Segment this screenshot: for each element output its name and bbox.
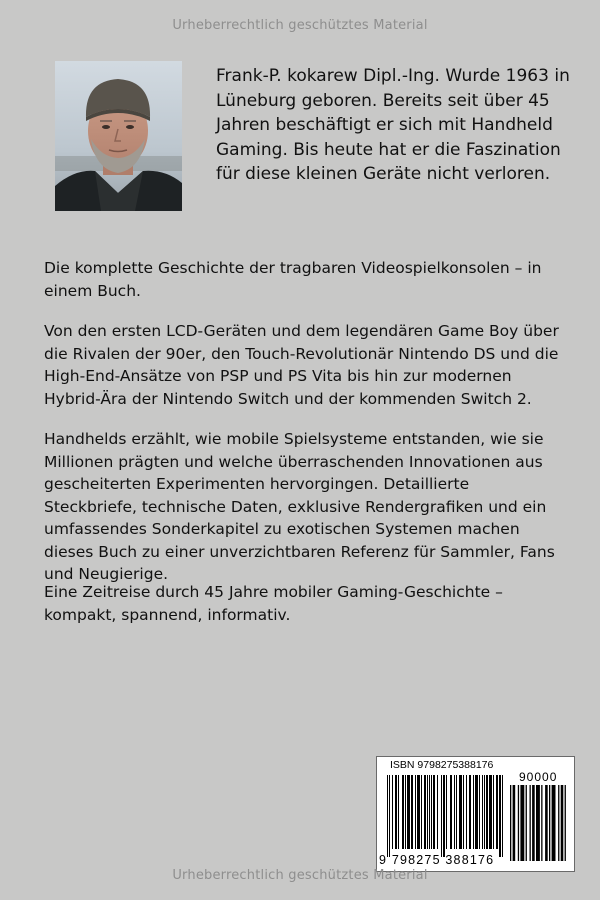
barcode-bar (541, 785, 542, 861)
barcode-bar (454, 775, 455, 849)
barcode-bar (475, 775, 478, 849)
barcode-bar (532, 785, 535, 861)
barcode-bar (518, 785, 519, 861)
barcode-bar (407, 775, 410, 849)
barcode-bar (526, 785, 527, 861)
copyright-watermark-bottom: Urheberrechtlich geschütztes Material (172, 868, 428, 883)
barcode-bar (405, 775, 406, 849)
barcode-bar (565, 785, 566, 861)
barcode-bar (443, 775, 445, 857)
isbn-label: ISBN 9798275388176 (390, 759, 494, 771)
barcode-bar (450, 775, 452, 849)
barcode-bar (427, 775, 428, 849)
barcode-bar (530, 785, 531, 861)
barcode-bar (499, 775, 501, 857)
barcode-bar (402, 775, 404, 849)
barcode-bar (441, 775, 442, 857)
barcode-bar (459, 775, 462, 849)
barcode-bar (561, 785, 564, 861)
barcode-bar (424, 775, 426, 849)
barcode-bar (411, 775, 413, 849)
barcode-bar (463, 775, 464, 849)
barcode-bar (510, 785, 511, 861)
barcode-bar (473, 775, 474, 849)
copyright-watermark-top: Urheberrechtlich geschütztes Material (172, 18, 428, 33)
barcode-bar (482, 775, 483, 849)
barcode-bar (387, 775, 388, 857)
barcode-bar (415, 775, 416, 849)
blurb-paragraph-1: Die komplette Geschichte der tragbaren Videospielkonsolen – in einem Buch. (44, 259, 542, 300)
barcode-bar (536, 785, 540, 861)
barcode-bar (421, 775, 422, 849)
barcode-bar (395, 775, 397, 849)
isbn-barcode (376, 756, 575, 872)
barcode-bar (417, 775, 420, 849)
author-photo-image (55, 61, 182, 211)
barcode-bar (389, 775, 390, 857)
barcode-bar (456, 775, 457, 849)
barcode-bar (489, 775, 492, 849)
blurb-paragraph-3: Handhelds erzählt, wie mobile Spielsysteme entstanden, wie sie Millionen prägten und welche überraschenden Innovationen aus gescheiterten Experimenten hervorgingen. Detaillierte Steckbriefe, technische Daten, exklusive Rendergrafiken und ein umfassendes Sonderkapitel zu exotischen Systemen machen dieses Buch zu einer unverzichtbaren Referenz für Sammler, Fans und Neugierige. (44, 430, 555, 583)
barcode-bar (437, 775, 438, 849)
barcode-bar (545, 785, 548, 861)
barcode-bar (479, 775, 480, 849)
barcode-bar (502, 775, 503, 857)
barcode-bar (429, 775, 430, 849)
barcode-bar (552, 785, 556, 861)
author-portrait (55, 61, 182, 211)
barcode-bar (469, 775, 471, 849)
barcode-bar (484, 775, 485, 849)
barcode-digits: 9 798275 388176 (379, 853, 495, 867)
barcode-bar (431, 775, 432, 849)
barcode-addon-number: 90000 (519, 770, 558, 784)
ean-barcode-bars (387, 775, 505, 857)
barcode-bar (493, 775, 494, 849)
barcode-bar (392, 775, 393, 849)
barcode-bar (486, 775, 488, 849)
blurb-paragraph-4: Eine Zeitreise durch 45 Jahre mobiler Gaming-Geschichte – kompakt, spannend, informativ. (44, 583, 503, 624)
barcode-bar (520, 785, 524, 861)
barcode-bar (558, 785, 559, 861)
author-bio: Frank-P. kokarew Dipl.-Ing. Wurde 1963 in Lüneburg geboren. Bereits seit über 45 Jahren beschäftigt er sich mit Handheld Gaming. Bis heute hat er die Faszination für diese kleinen Geräte nicht verloren. (216, 66, 570, 184)
barcode-bar (433, 775, 435, 849)
barcode-bar (496, 775, 498, 849)
barcode-bar (398, 775, 399, 849)
barcode-bar (549, 785, 550, 861)
barcode-bar (446, 775, 447, 849)
addon-barcode-bars (510, 785, 570, 869)
barcode-bar (513, 785, 516, 861)
blurb-paragraph-2: Von den ersten LCD-Geräten und dem legendären Game Boy über die Rivalen der 90er, den Touch-Revolutionär Nintendo DS und die High-End-Ansätze von PSP und PS Vita bis hin zur modernen Hybrid-Ära der Nintendo Switch und der kommenden Switch 2. (44, 322, 559, 408)
barcode-bar (466, 775, 467, 849)
